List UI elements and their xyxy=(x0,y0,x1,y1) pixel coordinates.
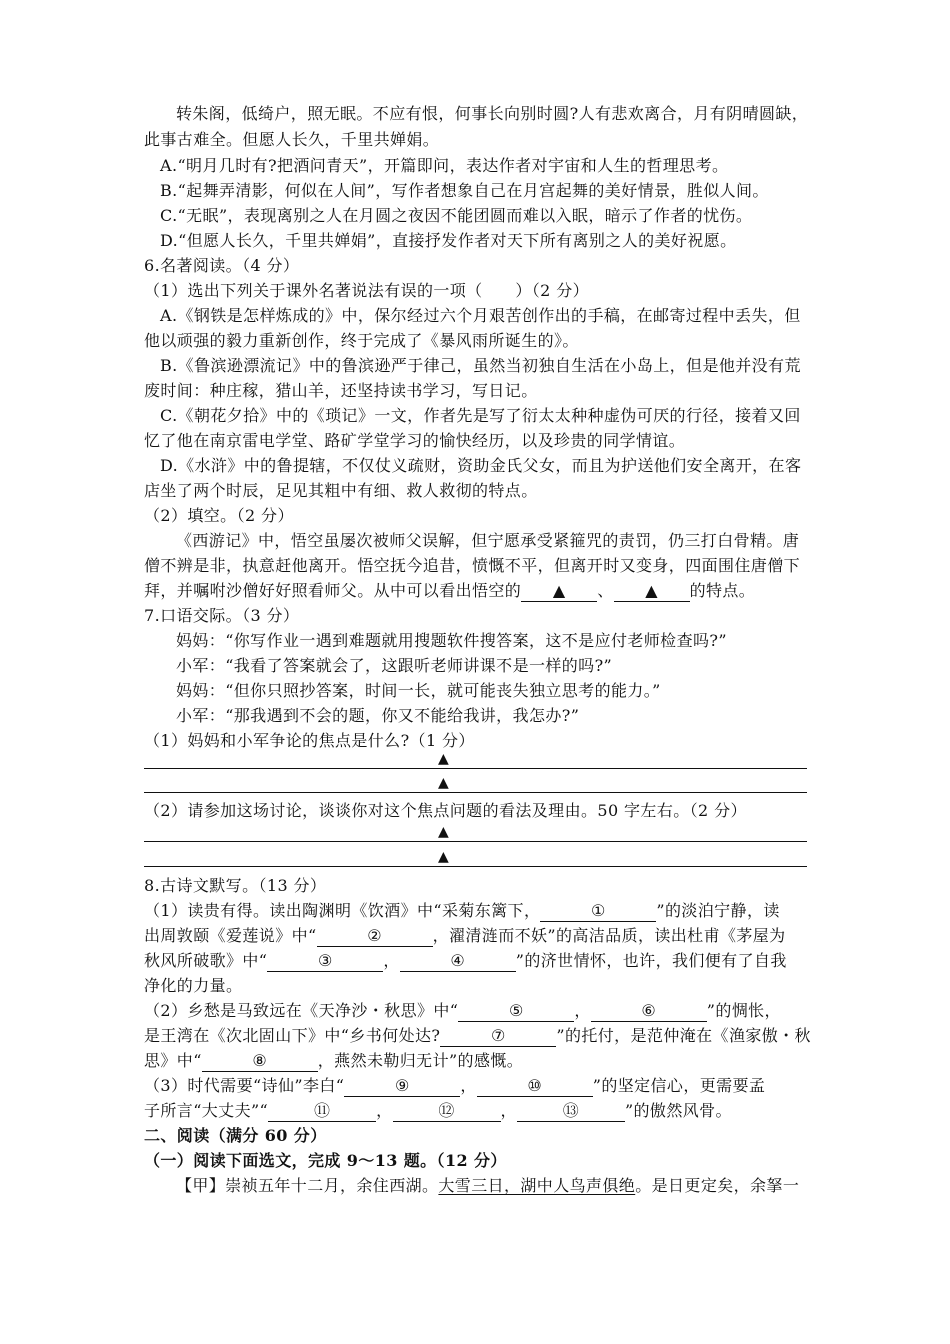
q6-fill-line-3: 拜，并嘱咐沙僧好好照看师父。从中可以看出悟空的 ▲ 、 ▲ 的特点。 xyxy=(144,581,756,600)
q7-sub2: （2）请参加这场讨论，谈谈你对这个焦点问题的看法及理由。50 字左右。（2 分） xyxy=(144,801,747,820)
answer-blank[interactable]: ⑪ xyxy=(268,1101,376,1122)
answer-blank[interactable]: ⑦ xyxy=(440,1026,556,1047)
q5-option-c: C.“无眠”，表现离别之人在月圆之夜因不能团圆而难以入眠，暗示了作者的忧伤。 xyxy=(160,206,753,225)
answer-blank[interactable]: ① xyxy=(540,901,656,922)
dialog-line: 小军：“我看了答案就会了，这跟听老师讲课不是一样的吗?” xyxy=(176,656,613,675)
q5-option-a: A.“明月几时有?把酒问青天”，开篇即问，表达作者对宇宙和人生的哲理思考。 xyxy=(160,156,729,175)
q8-line-8: （3）时代需要“诗仙”李白“ ⑨ ， ⑩ ”的坚定信心，更需要孟 xyxy=(144,1076,766,1095)
q6-sub2: （2）填空。（2 分） xyxy=(144,506,294,525)
answer-blank[interactable]: ⑩ xyxy=(477,1076,593,1097)
q8-line-9: 子所言“大丈夫”“ ⑪ ， ⑫ ， ⑬ ”的傲然风骨。 xyxy=(144,1101,732,1120)
dialog-line: 妈妈：“但你只照抄答案，时间一长，就可能丧失独立思考的能力。” xyxy=(176,681,661,700)
q6-fill-line-1: 《西游记》中，悟空虽屡次被师父误解，但宁愿承受紧箍咒的责罚，仍三打白骨精。唐 xyxy=(176,531,800,550)
answer-blank[interactable]: ⑬ xyxy=(517,1101,625,1122)
dialog-line: 小军：“那我遇到不会的题，你又不能给我讲，我怎办?” xyxy=(176,706,580,725)
answer-line[interactable] xyxy=(144,866,807,867)
q5-option-d: D.“但愿人长久，千里共婵娟”，直接抒发作者对天下所有离别之人的美好祝愿。 xyxy=(160,231,737,250)
q6-fill-line-2: 僧不辨是非，执意赶他离开。悟空抚今追昔，愤慨不平，但离开时又变身，四面围住唐僧下 xyxy=(144,556,801,575)
q6-option-a-1: A.《钢铁是怎样炼成的》中，保尔经过六个月艰苦创作出的手稿，在邮寄过程中丢失，但 xyxy=(160,306,801,325)
answer-blank[interactable]: ⑥ xyxy=(591,1001,707,1022)
poem-line-1: 转朱阁，低绮户，照无眠。不应有恨，何事长向别时圆?人有悲欢离合，月有阴晴圆缺， xyxy=(176,104,809,123)
answer-blank[interactable]: ▲ xyxy=(521,581,597,602)
q6-title: 6.名著阅读。（4 分） xyxy=(144,256,300,275)
q8-title: 8.古诗文默写。（13 分） xyxy=(144,876,327,895)
answer-mark: ▲ xyxy=(438,775,449,791)
q6-option-d-1: D.《水浒》中的鲁提辖，不仅仗义疏财，资助金氏父女，而且为护送他们安全离开，在客 xyxy=(160,456,802,475)
q7-sub1: （1）妈妈和小军争论的焦点是什么?（1 分） xyxy=(144,731,475,750)
answer-blank[interactable]: ② xyxy=(317,926,433,947)
answer-blank[interactable]: ⑤ xyxy=(458,1001,574,1022)
answer-mark: ▲ xyxy=(438,824,449,840)
answer-line[interactable] xyxy=(144,841,807,842)
q6-option-c-1: C.《朝花夕拾》中的《琐记》一文，作者先是写了衍太太种种虚伪可厌的行径，接着又回 xyxy=(160,406,801,425)
answer-mark: ▲ xyxy=(438,849,449,865)
answer-mark: ▲ xyxy=(438,751,449,767)
q8-line-6: 是王湾在《次北固山下》中“乡书何处达? ⑦ ”的托付，是范仲淹在《渔家傲・秋 xyxy=(144,1026,811,1045)
answer-line[interactable] xyxy=(144,768,807,769)
answer-line[interactable] xyxy=(144,792,807,793)
answer-blank[interactable]: ③ xyxy=(267,951,383,972)
section-2-title: 二、阅读（满分 60 分） xyxy=(144,1126,327,1145)
answer-blank[interactable]: ⑧ xyxy=(202,1051,318,1072)
q8-line-5: （2）乡愁是马致远在《天净沙・秋思》中“ ⑤ ， ⑥ ”的惆怅， xyxy=(144,1001,781,1020)
q6-option-a-2: 他以顽强的毅力重新创作，终于完成了《暴风雨所诞生的》。 xyxy=(144,331,579,350)
q8-line-2: 出周敦颐《爱莲说》中“ ② ，濯清涟而不妖”的高洁品质，读出杜甫《茅屋为 xyxy=(144,926,786,945)
q8-line-3: 秋风所破歌》中“ ③ ， ④ ”的济世情怀，也许，我们便有了自我 xyxy=(144,951,787,970)
q6-option-c-2: 忆了他在南京雷电学堂、路矿学堂学习的愉快经历，以及珍贵的同学情谊。 xyxy=(144,431,686,450)
q8-line-4: 净化的力量。 xyxy=(144,976,243,995)
answer-blank[interactable]: ▲ xyxy=(614,581,690,602)
q6-option-d-2: 店坐了两个时辰，足见其粗中有细、救人救彻的特点。 xyxy=(144,481,538,500)
poem-line-2: 此事古难全。但愿人长久，千里共婵娟。 xyxy=(144,130,440,149)
passage-jia-line-1: 【甲】崇祯五年十二月，余住西湖。大雪三日，湖中人鸟声俱绝。是日更定矣，余拏一 xyxy=(176,1176,800,1195)
q8-line-7: 思》中“ ⑧ ，燕然未勒归无计”的感慨。 xyxy=(144,1051,524,1070)
answer-blank[interactable]: ⑫ xyxy=(393,1101,501,1122)
section-2-subtitle: （一）阅读下面选文，完成 9～13 题。（12 分） xyxy=(144,1151,507,1170)
answer-blank[interactable]: ⑨ xyxy=(344,1076,460,1097)
q7-title: 7.口语交际。（3 分） xyxy=(144,606,300,625)
q6-option-b-1: B.《鲁滨逊漂流记》中的鲁滨逊严于律己，虽然当初独自生活在小岛上，但是他并没有荒 xyxy=(160,356,801,375)
q8-line-1: （1）读贵有得。读出陶渊明《饮酒》中“采菊东篱下， ① ”的淡泊宁静，读 xyxy=(144,901,780,920)
answer-blank[interactable]: ④ xyxy=(400,951,516,972)
q6-option-b-2: 废时间：种庄稼，猎山羊，还坚持读书学习，写日记。 xyxy=(144,381,538,400)
q5-option-b: B.“起舞弄清影，何似在人间”，写作者想象自己在月宫起舞的美好情景，胜似人间。 xyxy=(160,181,769,200)
underlined-sentence: 大雪三日，湖中人鸟声俱绝 xyxy=(438,1176,636,1195)
q6-sub1: （1）选出下列关于课外名著说法有误的一项（ ）（2 分） xyxy=(144,281,590,300)
dialog-line: 妈妈：“你写作业一遇到难题就用搜题软件搜答案，这不是应付老师检查吗?” xyxy=(176,631,727,650)
